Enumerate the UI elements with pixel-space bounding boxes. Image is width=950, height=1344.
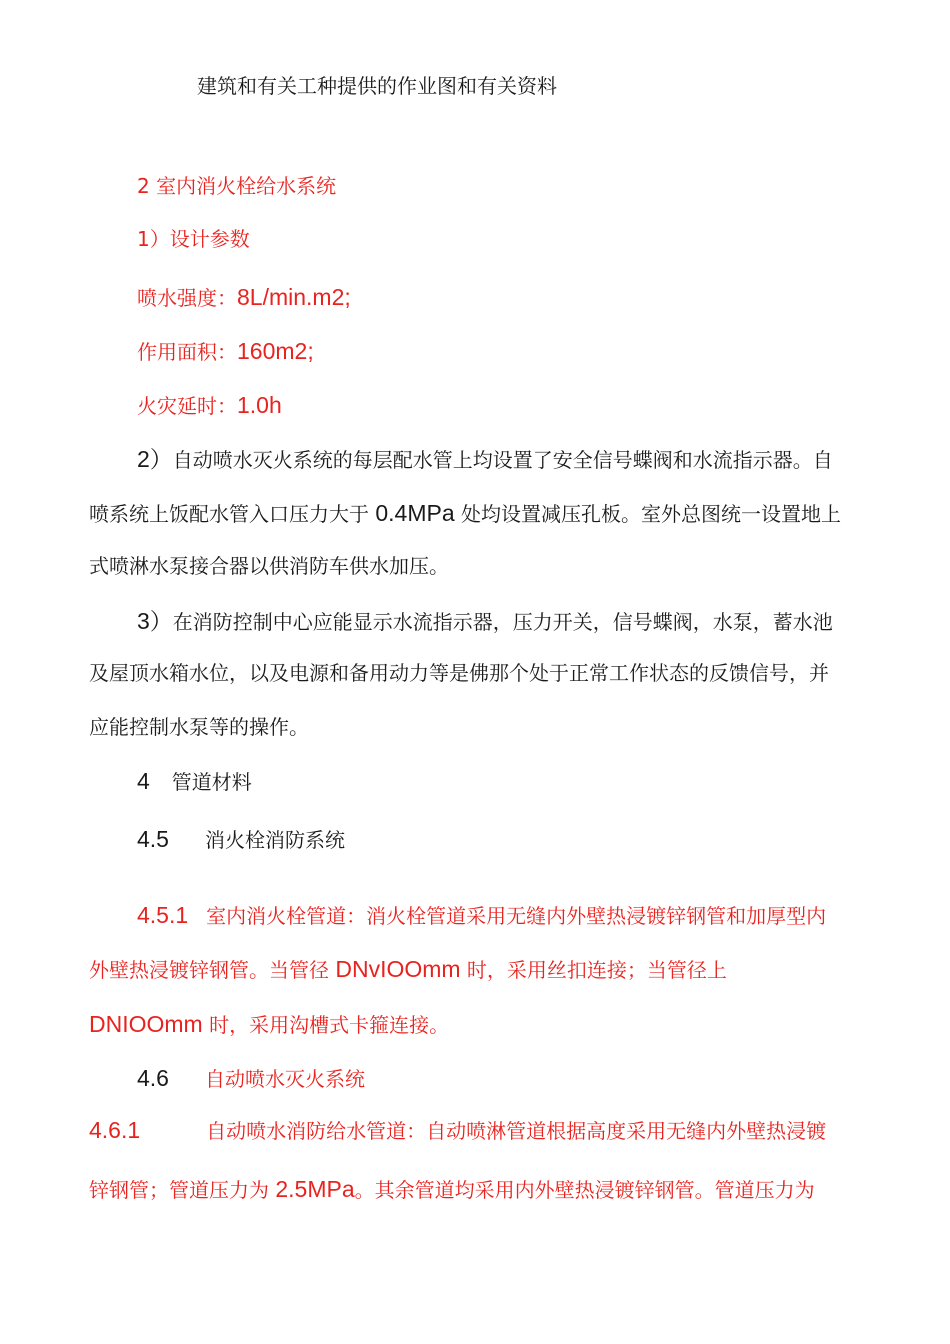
clause-4-5-1-line-3: DNIOOmm 时，采用沟槽式卡箍连接。: [89, 1011, 450, 1037]
clause-4-6-1-line-2: 锌钢管；管道压力为 2.5MPa。其余管道均采用内外壁热浸镀锌钢管。管道压力为: [89, 1176, 815, 1202]
paragraph-3-line-2: 及屋顶水箱水位，以及电源和备用动力等是佛那个处于正常工作状态的反馈信号，并: [89, 661, 829, 685]
paragraph-2-line-2: 喷系统上饭配水管入口压力大于 0.4MPa 处均设置减压孔板。室外总图统一设置地上: [89, 500, 841, 526]
intro-line: 建筑和有关工种提供的作业图和有关资料: [197, 74, 557, 98]
param-action-area: 作用面积：160m2;: [137, 338, 314, 364]
clause-4-5-1-line-2: 外壁热浸镀锌钢管。当管径 DNvIOOmm 时，采用丝扣连接；当管径上: [89, 956, 727, 982]
clause-4-6-1-line-1: 4.6.1 自动喷水消防给水管道：自动喷淋管道根据高度采用无缝内外壁热浸镀: [89, 1117, 827, 1143]
param-fire-duration: 火灾延时：1.0h: [137, 392, 282, 418]
section-heading-2: 2 室内消火栓给水系统: [137, 174, 337, 198]
subheading-design-params: 1）设计参数: [137, 227, 250, 251]
paragraph-2-line-1: 2）自动喷水灭火系统的每层配水管上均设置了安全信号蝶阀和水流指示器。自: [137, 446, 833, 472]
paragraph-2-line-3: 式喷淋水泵接合器以供消防车供水加压。: [89, 554, 449, 578]
paragraph-3-line-1: 3）在消防控制中心应能显示水流指示器，压力开关，信号蝶阀，水泵，蓄水池: [137, 608, 833, 634]
section-heading-4-5: 4.5 消火栓消防系统: [137, 826, 345, 852]
param-spray-intensity: 喷水强度：8L/min.m2;: [137, 284, 351, 310]
section-heading-4-6: 4.6 自动喷水灭火系统: [137, 1065, 365, 1091]
paragraph-3-line-3: 应能控制水泵等的操作。: [89, 715, 309, 739]
clause-4-5-1-line-1: 4.5.1 室内消火栓管道：消火栓管道采用无缝内外壁热浸镀锌钢管和加厚型内: [137, 902, 827, 928]
section-heading-4: 4 管道材料: [137, 768, 252, 794]
